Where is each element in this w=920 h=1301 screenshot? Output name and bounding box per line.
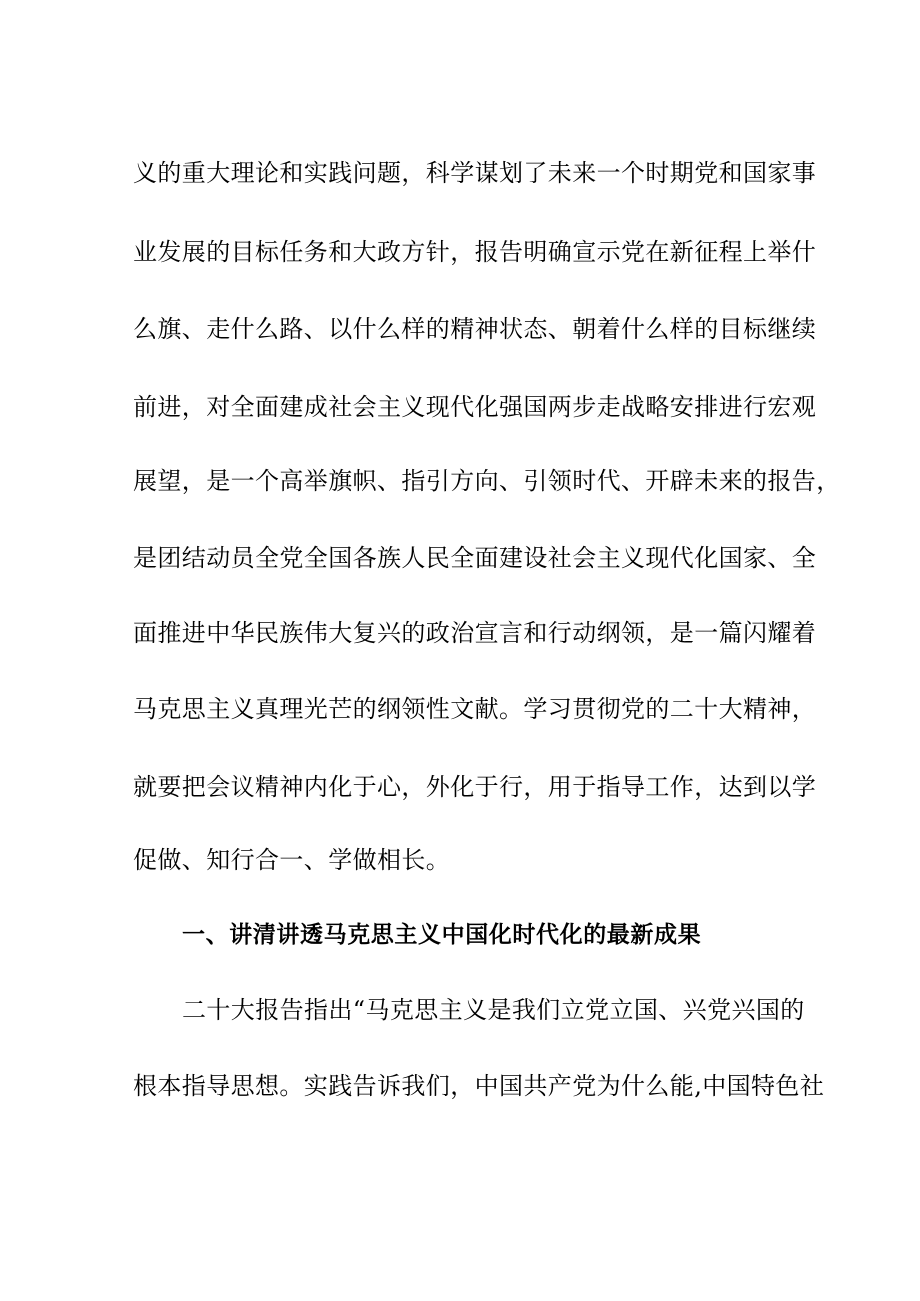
body-text-line: 就要把会议精神内化于心，外化于行，用于指导工作，达到以学: [133, 773, 817, 801]
body-text-line: 前进，对全面建成社会主义现代化强国两步走战略安排进行宏观: [133, 393, 817, 421]
body-text-line: 面推进中华民族伟大复兴的政治宣言和行动纲领，是一篇闪耀着: [133, 619, 817, 647]
body-text-line: 促做、知行合一、学做相长。: [133, 846, 451, 874]
body-text-line: 展望，是一个高举旗帜、指引方向、引领时代、开辟未来的报告，: [133, 467, 841, 495]
body-text-line: 义的重大理论和实践问题，科学谋划了未来一个时期党和国家事: [133, 159, 817, 187]
section-heading: 一、讲清讲透马克思主义中国化时代化的最新成果: [182, 922, 702, 948]
body-text-line: 根本指导思想。实践告诉我们，中国共产党为什么能,中国特色社: [133, 1072, 825, 1100]
body-text-line: 二十大报告指出“马克思主义是我们立党立国、兴党兴国的: [182, 996, 805, 1024]
body-text-line: 么旗、走什么路、以什么样的精神状态、朝着什么样的目标继续: [133, 315, 817, 343]
body-text-line: 业发展的目标任务和大政方针，报告明确宣示党在新征程上举什: [133, 238, 817, 266]
body-text-line: 是团结动员全党全国各族人民全面建设社会主义现代化国家、全: [133, 544, 817, 572]
body-text-line: 马克思主义真理光芒的纲领性文献。学习贯彻党的二十大精神，: [133, 695, 817, 723]
